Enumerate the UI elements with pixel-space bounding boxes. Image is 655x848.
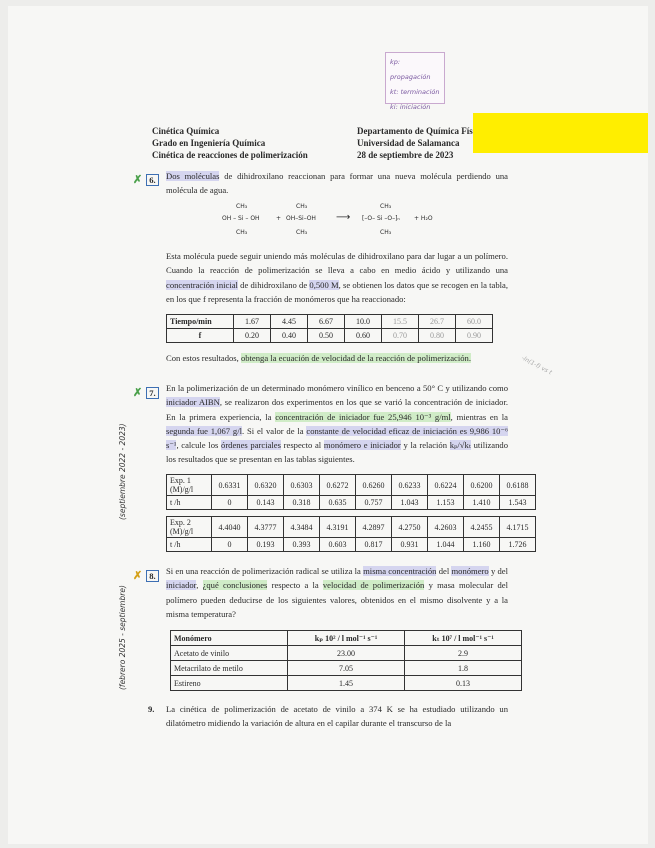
table-cell: 0.143 — [248, 496, 284, 510]
highlight: iniciador AIBN — [166, 397, 220, 408]
table-cell: 0.80 — [419, 329, 456, 343]
text: En la polimerización de un determinado monómero vinílico en benceno a 50° C y utilizando como — [166, 383, 508, 393]
table-cell: 0.6303 — [284, 475, 320, 496]
reaction-part: CH₃ — [296, 229, 308, 236]
q6-table — [166, 314, 493, 343]
side-note: (septiembre 2022 - 2023) — [118, 423, 127, 520]
table-header: Monómero — [171, 631, 288, 646]
q7-marker — [133, 383, 159, 401]
table-cell: 0.6188 — [500, 475, 536, 496]
table-cell: 0.6200 — [464, 475, 500, 496]
table-row — [167, 496, 536, 510]
q8-table — [170, 630, 522, 691]
highlight: velocidad de polimerización — [322, 580, 425, 591]
table-cell: 0.20 — [234, 329, 271, 343]
table-cell: 1.410 — [464, 496, 500, 510]
text: , se realizaron dos experimentos en los que se varió la concentración de iniciador. En la primera experiencia, la — [166, 397, 508, 422]
table-row — [167, 475, 536, 496]
text: , mientras en la — [450, 411, 508, 422]
table-cell: 0.6331 — [212, 475, 248, 496]
question-number: 9. — [148, 704, 155, 714]
table-cell: 4.2455 — [464, 517, 500, 538]
reaction-part: CH₃ — [236, 203, 248, 210]
sticky-note — [473, 113, 648, 153]
header-right — [357, 125, 473, 161]
table-cell: 0.318 — [284, 496, 320, 510]
table-cell: 1.67 — [234, 315, 271, 329]
table-header: Exp. 1 (M)/g/l — [167, 475, 212, 496]
text: , se obtienen los datos que se recogen en la tabla, en los que f representa la fracción de monómeros que ha reaccionado: — [166, 279, 508, 304]
question-number: 8. — [146, 570, 158, 582]
table-cell: 0.6320 — [248, 475, 284, 496]
table-cell: 26.7 — [419, 315, 456, 329]
q6-paragraph — [166, 249, 508, 306]
table-cell: 2.9 — [405, 646, 522, 661]
table-cell: 15.5 — [382, 315, 419, 329]
reaction-part: CH₃ — [236, 229, 248, 236]
table-cell: 0.70 — [382, 329, 419, 343]
table-cell: 4.2750 — [392, 517, 428, 538]
x-mark-icon: ✗ — [133, 570, 143, 582]
table-header: Exp. 2 (M)/g/l — [167, 517, 212, 538]
table-header: kₜ 10⁷ / l mol⁻¹ s⁻¹ — [405, 631, 522, 646]
highlight: monómero e iniciador — [323, 440, 401, 451]
table-cell: 0.193 — [248, 538, 284, 552]
x-mark-icon: ✗ — [133, 174, 143, 186]
table-cell: 1.45 — [288, 676, 405, 691]
reaction-part: CH₃ — [380, 203, 392, 210]
text: , — [196, 580, 203, 591]
table-cell: 7.05 — [288, 661, 405, 676]
q8-marker — [133, 566, 159, 584]
arrow-icon: ⟶ — [336, 212, 351, 223]
reaction-part: CH₃ — [380, 229, 392, 236]
table-header: t /h — [167, 538, 212, 552]
text: Con estos resultados, — [166, 353, 241, 363]
q8-text — [166, 564, 508, 621]
text: Si en una reacción de polimerización radical se utiliza la — [166, 566, 364, 576]
exp2-table — [166, 516, 536, 552]
text: y la relación — [400, 440, 450, 451]
highlight: Dos moléculas — [166, 171, 220, 181]
table-cell: 1.8 — [405, 661, 522, 676]
department: Departamento de Química Fís — [357, 126, 473, 136]
table-cell: 4.3191 — [320, 517, 356, 538]
table-header: f — [167, 329, 234, 343]
highlight: misma concentración — [363, 566, 437, 576]
highlight: segunda fue 1,067 g/l — [166, 425, 242, 436]
table-cell: 10.0 — [345, 315, 382, 329]
reaction-part: OH–Si–OH — [286, 215, 316, 222]
table-cell: 0.6224 — [428, 475, 464, 496]
highlight: 0,500 M — [309, 279, 339, 290]
table-cell: 1.726 — [500, 538, 536, 552]
note-line: ki: iniciación — [390, 103, 431, 111]
header-left — [152, 125, 308, 161]
text: , calcule los — [176, 440, 222, 451]
table-row — [171, 631, 522, 646]
table-header: t /h — [167, 496, 212, 510]
table-cell: 0.6272 — [320, 475, 356, 496]
table-cell: 1.543 — [500, 496, 536, 510]
side-note: (febrero 2025 - septiembre) — [118, 585, 127, 690]
highlight: monómero — [451, 566, 489, 576]
table-cell: 4.45 — [271, 315, 308, 329]
table-cell: 4.4040 — [212, 517, 248, 538]
table-row — [171, 676, 522, 691]
degree-name: Grado en Ingeniería Química — [152, 138, 266, 148]
note-line: kt: terminación — [390, 88, 440, 96]
table-cell: 0 — [212, 496, 248, 510]
q7-text — [166, 381, 508, 467]
table-row — [171, 661, 522, 676]
table-cell: 0.6233 — [392, 475, 428, 496]
table-header: Tiempo/min — [167, 315, 234, 329]
table-cell: 4.2897 — [356, 517, 392, 538]
reaction-part: + H₂O — [414, 215, 433, 222]
q9-text: La cinética de polimerización de acetato de vinilo a 374 K se ha estudiado utilizando un dilatómetro midiendo la variación de altura en el capilar durante el transcurso de la — [166, 704, 508, 729]
table-row — [167, 538, 536, 552]
table-cell: 0.13 — [405, 676, 522, 691]
table-cell: 0.817 — [356, 538, 392, 552]
table-cell: 0.931 — [392, 538, 428, 552]
question-number: 7. — [146, 387, 158, 399]
q6-closing — [166, 351, 526, 365]
handwritten-note — [385, 52, 445, 111]
highlight: iniciador — [166, 580, 197, 591]
table-cell: Estireno — [171, 676, 288, 691]
highlight: concentración de iniciador fue 25,946 10⁻³ g/ml — [275, 411, 451, 422]
exp1-table — [166, 474, 536, 510]
text: del — [436, 566, 452, 576]
highlight: concentración inicial — [166, 279, 238, 290]
table-cell: 1.153 — [428, 496, 464, 510]
text: de dihidroxilano de — [237, 279, 310, 290]
question-number: 6. — [146, 174, 158, 186]
reaction-part: OH – Si – OH — [222, 215, 260, 222]
table-cell: 0.90 — [456, 329, 493, 343]
text: . Si el valor de la — [242, 425, 307, 436]
table-cell: Metacrilato de metilo — [171, 661, 288, 676]
x-mark-icon: ✗ — [133, 387, 143, 399]
q6-intro — [166, 169, 508, 198]
table-cell: 60.0 — [456, 315, 493, 329]
text: y del — [488, 566, 509, 576]
table-cell: Acetato de vinilo — [171, 646, 288, 661]
table-cell: 0.603 — [320, 538, 356, 552]
topic-name: Cinética de reacciones de polimerización — [152, 150, 308, 160]
table-cell: 0.60 — [345, 329, 382, 343]
table-cell: 0.40 — [271, 329, 308, 343]
text: respecto al — [280, 440, 324, 451]
text: y masa molecular del polímero pueden deducirse de los siguientes valores, obtenidos en el mismo disolvente y a la misma temperatura? — [166, 580, 509, 619]
table-row — [167, 315, 493, 329]
text: utilizando los resultados que se presentan en las tablas siguientes. — [166, 440, 508, 465]
table-cell: 6.67 — [308, 315, 345, 329]
table-cell: 0.757 — [356, 496, 392, 510]
text: de dihidroxilano reaccionan para formar una nueva molécula perdiendo una molécula de agua. — [166, 171, 508, 196]
highlight: constante de velocidad eficaz de iniciación es 9,986 10⁻⁶ s⁻¹ — [166, 425, 509, 451]
text: Esta molécula puede seguir uniendo más moléculas de dihidroxilano para dar lugar a un polímero. Cuando la reacción de polimerización se lleva a cabo en medio ácido y utilizando una — [166, 251, 508, 276]
university: Universidad de Salamanca — [357, 138, 460, 148]
q6-marker — [133, 170, 159, 188]
reaction-part: CH₃ — [296, 203, 308, 210]
note-line: kp: propagación — [390, 58, 431, 81]
table-header: kₚ 10² / l mol⁻¹ s⁻¹ — [288, 631, 405, 646]
table-cell: 0.50 — [308, 329, 345, 343]
table-cell: 1.043 — [392, 496, 428, 510]
table-row — [167, 329, 493, 343]
reaction-scheme — [222, 203, 452, 243]
table-row — [171, 646, 522, 661]
highlight: ¿qué conclusiones — [202, 580, 268, 591]
highlight: obtenga la ecuación de velocidad de la reacción de polimerización. — [240, 353, 471, 363]
table-cell: 0.6260 — [356, 475, 392, 496]
table-cell: 1.160 — [464, 538, 500, 552]
course-title: Cinética Química — [152, 126, 220, 136]
table-cell: 0.635 — [320, 496, 356, 510]
table-cell: 4.3777 — [248, 517, 284, 538]
table-cell: 4.1715 — [500, 517, 536, 538]
table-cell: 1.044 — [428, 538, 464, 552]
table-cell: 0 — [212, 538, 248, 552]
table-cell: 4.3484 — [284, 517, 320, 538]
table-row — [167, 517, 536, 538]
margin-scribble: -ln(1-f) vs t — [520, 354, 553, 377]
table-cell: 4.2603 — [428, 517, 464, 538]
table-cell: 23.00 — [288, 646, 405, 661]
date: 28 de septiembre de 2023 — [357, 150, 454, 160]
table-cell: 0.393 — [284, 538, 320, 552]
reaction-part: [–O– Si –O–]ₙ — [362, 215, 400, 222]
highlight: órdenes parciales — [221, 440, 281, 451]
highlight: kₚ/√kₜ — [449, 440, 471, 451]
reaction-part: + — [276, 215, 282, 222]
text: respecto a la — [267, 580, 323, 591]
